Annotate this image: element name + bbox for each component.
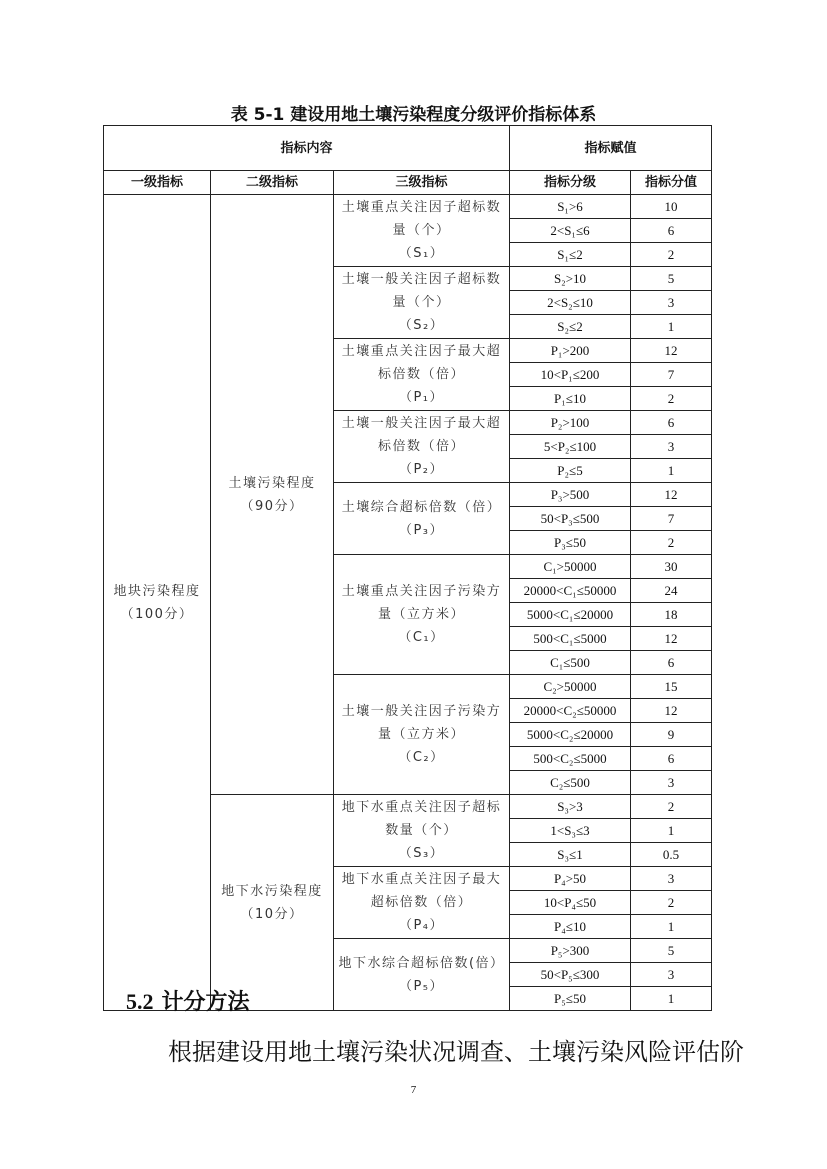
- level3-line: 土壤重点关注因子污染方: [341, 584, 502, 599]
- level1-score: （100分）: [120, 606, 194, 622]
- level3-line: 量（个）: [392, 223, 451, 238]
- level3-line: 超标倍数（倍）: [370, 895, 473, 910]
- score-cell: 5: [631, 267, 712, 291]
- body-paragraph: 根据建设用地土壤污染状况调查、土壤污染风险评估阶: [168, 1038, 744, 1066]
- grade-cell: P₅≤50: [510, 987, 631, 1011]
- level2-cell: [211, 195, 334, 795]
- section-number: 5.2: [126, 989, 154, 1014]
- level3-line: 标倍数（倍）: [377, 439, 465, 454]
- level3-cell: [334, 555, 510, 675]
- score-cell: 2: [631, 891, 712, 915]
- grade-cell: P₄>50: [510, 867, 631, 891]
- score-cell: 12: [631, 483, 712, 507]
- score-cell: 7: [631, 507, 712, 531]
- grade-cell: 5<P₂≤100: [510, 435, 631, 459]
- level3-cell: [334, 795, 510, 867]
- level3-line: 土壤一般关注因子最大超: [341, 416, 502, 431]
- table-caption: 表 5-1 建设用地土壤污染程度分级评价指标体系: [230, 105, 597, 125]
- score-cell: 1: [631, 819, 712, 843]
- score-cell: 12: [631, 627, 712, 651]
- score-cell: 9: [631, 723, 712, 747]
- score-cell: 2: [631, 531, 712, 555]
- score-cell: 3: [631, 771, 712, 795]
- header-row-top: [104, 126, 712, 171]
- level3-line: 地下水综合超标倍数(倍）: [338, 955, 505, 971]
- grade-cell: P₂≤5: [510, 459, 631, 483]
- score-cell: 6: [631, 411, 712, 435]
- grade-cell: 500<C₁≤5000: [510, 627, 631, 651]
- level3-cell: [334, 267, 510, 339]
- grade-cell: 5000<C₂≤20000: [510, 723, 631, 747]
- score-cell: 30: [631, 555, 712, 579]
- header-level1: 一级指标: [104, 171, 211, 195]
- level3-line: 量（立方米）: [377, 607, 465, 622]
- grade-cell: 50<P₃≤500: [510, 507, 631, 531]
- score-cell: 6: [631, 651, 712, 675]
- section-heading: [126, 985, 250, 1016]
- grade-cell: P₄≤10: [510, 915, 631, 939]
- level2-name: 土壤污染程度: [228, 475, 316, 491]
- score-cell: 3: [631, 963, 712, 987]
- grade-cell: P₁≤10: [510, 387, 631, 411]
- score-cell: 3: [631, 435, 712, 459]
- level3-line: 土壤一般关注因子超标数: [341, 272, 502, 287]
- grade-cell: 20000<C₁≤50000: [510, 579, 631, 603]
- level3-line: （P₃）: [398, 522, 445, 538]
- level3-line: （P₅）: [398, 978, 445, 994]
- level3-line: （S₁）: [398, 246, 445, 261]
- grade-cell: C₁>50000: [510, 555, 631, 579]
- level3-line: 标倍数（倍）: [377, 367, 465, 382]
- score-cell: 18: [631, 603, 712, 627]
- grade-cell: S₃≤1: [510, 843, 631, 867]
- level3-line: （C₂）: [398, 750, 445, 765]
- level3-cell: [334, 867, 510, 939]
- section-title: 计分方法: [161, 990, 250, 1015]
- grade-cell: S₃>3: [510, 795, 631, 819]
- score-cell: 3: [631, 291, 712, 315]
- level2-cell: [211, 795, 334, 1011]
- grade-cell: 20000<C₂≤50000: [510, 699, 631, 723]
- score-cell: 24: [631, 579, 712, 603]
- score-cell: 6: [631, 219, 712, 243]
- grade-cell: P₅>300: [510, 939, 631, 963]
- grade-cell: 1<S₃≤3: [510, 819, 631, 843]
- level3-line: 量（立方米）: [377, 727, 465, 742]
- header-level3: 三级指标: [334, 171, 510, 195]
- level3-line: 量（个）: [392, 295, 451, 310]
- score-cell: 2: [631, 243, 712, 267]
- grade-cell: 50<P₅≤300: [510, 963, 631, 987]
- score-cell: 5: [631, 939, 712, 963]
- level3-line: （P₄）: [398, 918, 445, 933]
- score-cell: 6: [631, 747, 712, 771]
- level3-cell: [334, 483, 510, 555]
- grade-cell: S₂>10: [510, 267, 631, 291]
- level3-line: 地下水重点关注因子最大: [341, 872, 502, 887]
- grade-cell: C₁≤500: [510, 651, 631, 675]
- level3-line: （S₃）: [398, 846, 445, 861]
- grade-cell: S₁>6: [510, 195, 631, 219]
- level3-line: 土壤综合超标倍数（倍）: [341, 499, 502, 515]
- score-cell: 7: [631, 363, 712, 387]
- evaluation-index-table: [103, 125, 712, 1011]
- score-cell: 2: [631, 795, 712, 819]
- header-score: 指标分值: [631, 171, 712, 195]
- level1-name: 地块污染程度: [113, 583, 201, 599]
- grade-cell: 5000<C₁≤20000: [510, 603, 631, 627]
- level3-cell: [334, 939, 510, 1011]
- level3-cell: [334, 195, 510, 267]
- grade-cell: P₁>200: [510, 339, 631, 363]
- score-cell: 15: [631, 675, 712, 699]
- score-cell: 1: [631, 315, 712, 339]
- level2-score: （10分）: [240, 906, 304, 922]
- score-cell: 1: [631, 459, 712, 483]
- header-index-value: 指标赋值: [510, 126, 712, 171]
- grade-cell: C₂>50000: [510, 675, 631, 699]
- header-index-content: 指标内容: [104, 126, 510, 171]
- grade-cell: P₃>500: [510, 483, 631, 507]
- level3-line: （P₂）: [398, 462, 445, 477]
- score-cell: 12: [631, 339, 712, 363]
- level3-line: 土壤重点关注因子最大超: [341, 344, 502, 359]
- level1-cell: [104, 195, 211, 1011]
- grade-cell: 2<S₂≤10: [510, 291, 631, 315]
- level2-name: 地下水污染程度: [221, 883, 323, 899]
- level3-line: 数量（个）: [385, 823, 458, 838]
- level3-line: （S₂）: [398, 318, 445, 333]
- score-cell: 3: [631, 867, 712, 891]
- header-grade: 指标分级: [510, 171, 631, 195]
- level3-line: （C₁）: [398, 630, 445, 645]
- level2-score: （90分）: [240, 498, 304, 514]
- score-cell: 10: [631, 195, 712, 219]
- score-cell: 12: [631, 699, 712, 723]
- grade-cell: 10<P₁≤200: [510, 363, 631, 387]
- score-cell: 1: [631, 987, 712, 1011]
- grade-cell: C₂≤500: [510, 771, 631, 795]
- score-cell: 0.5: [631, 843, 712, 867]
- level3-line: 地下水重点关注因子超标: [341, 800, 502, 815]
- level3-cell: [334, 411, 510, 483]
- page-number: 7: [410, 1084, 417, 1096]
- grade-cell: 10<P₄≤50: [510, 891, 631, 915]
- table-row: [104, 195, 712, 219]
- grade-cell: S₁≤2: [510, 243, 631, 267]
- level3-cell: [334, 675, 510, 795]
- grade-cell: P₂>100: [510, 411, 631, 435]
- level3-cell: [334, 339, 510, 411]
- score-cell: 2: [631, 387, 712, 411]
- grade-cell: P₃≤50: [510, 531, 631, 555]
- level3-line: 土壤一般关注因子污染方: [341, 704, 502, 719]
- grade-cell: 2<S₁≤6: [510, 219, 631, 243]
- grade-cell: S₂≤2: [510, 315, 631, 339]
- score-cell: 1: [631, 915, 712, 939]
- header-row-columns: [104, 171, 712, 195]
- level3-line: 土壤重点关注因子超标数: [341, 200, 502, 215]
- grade-cell: 500<C₂≤5000: [510, 747, 631, 771]
- level3-line: （P₁）: [398, 390, 445, 405]
- header-level2: 二级指标: [211, 171, 334, 195]
